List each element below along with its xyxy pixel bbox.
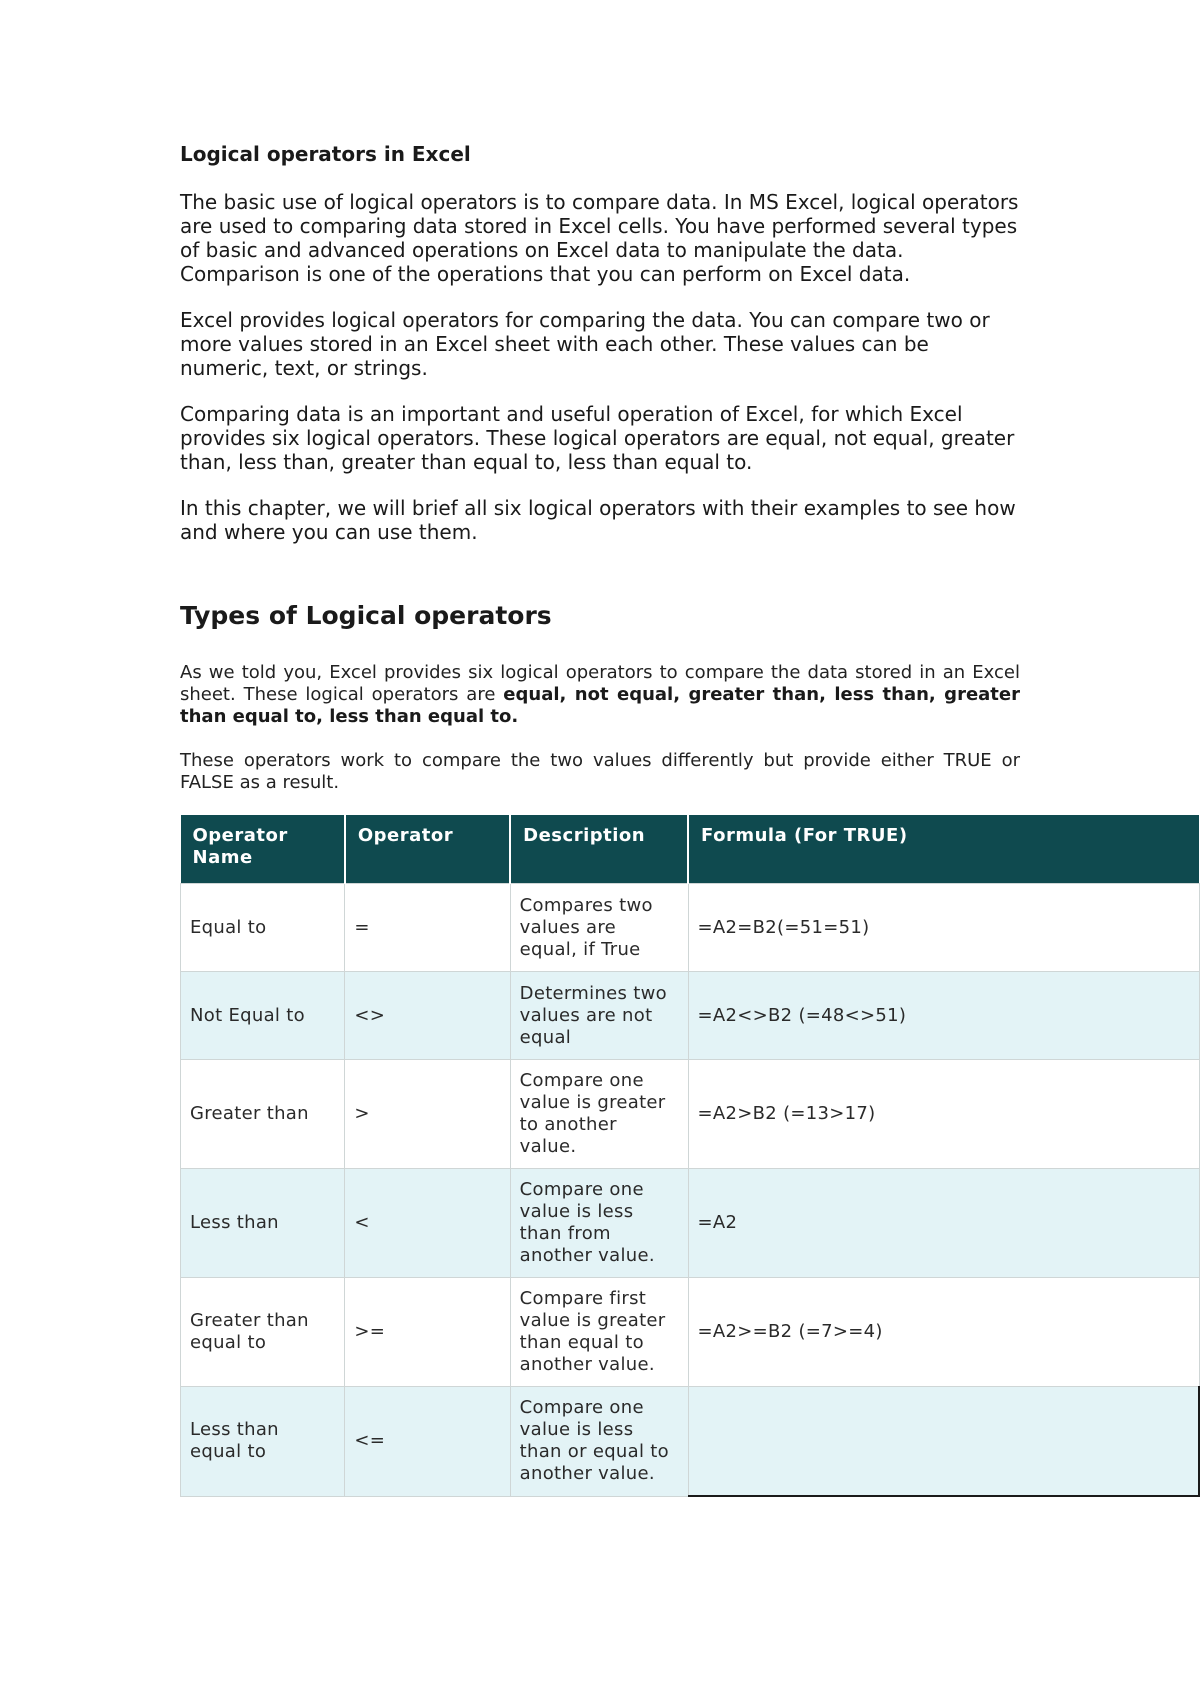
- intro-paragraph: Excel provides logical operators for comparing the data. You can compare two or more values stored in an Excel sheet with each other. These values can be numeric, text, or strings.: [180, 308, 990, 380]
- cell-formula: =A2>=B2 (=7>=4): [688, 1278, 1199, 1387]
- table-row: [181, 1278, 1200, 1387]
- header-operator-name: Operator Name: [181, 815, 345, 884]
- cell-operator: >=: [345, 1278, 510, 1387]
- cell-operator-name: Not Equal to: [181, 972, 345, 1060]
- cell-operator-name: Greater than: [181, 1060, 345, 1169]
- cell-description: Compare one value is greater to another value.: [510, 1060, 688, 1169]
- cell-operator: <>: [345, 972, 510, 1060]
- cell-operator: <: [345, 1169, 510, 1278]
- section-paragraph-text: As we told you, Excel provides six logical operators to compare the data stored in an Excel sheet. These logical operators are: [180, 662, 1020, 705]
- cell-operator: >: [345, 1060, 510, 1169]
- cell-operator-name: Equal to: [181, 884, 345, 972]
- cell-description: Compares two values are equal, if True: [510, 884, 688, 972]
- header-description: Description: [510, 815, 688, 884]
- section-heading: Types of Logical operators: [180, 601, 552, 630]
- table-row: [181, 884, 1200, 972]
- cell-description: Determines two values are not equal: [510, 972, 688, 1060]
- cell-description: Compare one value is less than or equal to another value.: [510, 1387, 688, 1497]
- cell-operator: =: [345, 884, 510, 972]
- intro-paragraph: In this chapter, we will brief all six logical operators with their examples to see how and where you can use them.: [180, 496, 1016, 544]
- intro-paragraph: Comparing data is an important and useful operation of Excel, for which Excel provides six logical operators. These logical operators are equal, not equal, greater than, less than, greater than equal to, less than equal to.: [180, 402, 1015, 474]
- cell-formula: =A2=B2(=51=51): [688, 884, 1199, 972]
- document-body: [180, 140, 1020, 816]
- cell-operator-name: Less than equal to: [181, 1387, 345, 1497]
- table-row: [181, 972, 1200, 1060]
- section-paragraph-bold: equal, not equal, greater than, less than, greater than equal to, less than equal to.: [180, 684, 1020, 727]
- table-row: [181, 1387, 1200, 1497]
- cell-formula: [688, 1387, 1199, 1497]
- header-formula: Formula (For TRUE): [688, 815, 1199, 884]
- cell-description: Compare first value is greater than equal to another value.: [510, 1278, 688, 1387]
- table-header-row: [181, 815, 1200, 884]
- table-row: [181, 1169, 1200, 1278]
- cell-formula: =A2: [688, 1169, 1199, 1278]
- cell-description: Compare one value is less than from another value.: [510, 1169, 688, 1278]
- cell-formula: =A2>B2 (=13>17): [688, 1060, 1199, 1169]
- cell-operator: <=: [345, 1387, 510, 1497]
- cell-operator-name: Greater than equal to: [181, 1278, 345, 1387]
- intro-paragraph: The basic use of logical operators is to compare data. In MS Excel, logical operators are used to comparing data stored in Excel cells. You have performed several types of basic and advanced operations on Excel data to manipulate the data. Comparison is one of the operations that you can perform on Excel data.: [180, 190, 1019, 286]
- cell-operator-name: Less than: [181, 1169, 345, 1278]
- section-paragraph: These operators work to compare the two values differently but provide either TRUE or FALSE as a result.: [180, 750, 1020, 793]
- cell-formula: =A2<>B2 (=48<>51): [688, 972, 1199, 1060]
- operators-table: [180, 815, 1200, 1497]
- section-paragraph: [180, 662, 1020, 728]
- table-row: [181, 1060, 1200, 1169]
- document-title: Logical operators in Excel: [180, 142, 471, 166]
- header-operator: Operator: [345, 815, 510, 884]
